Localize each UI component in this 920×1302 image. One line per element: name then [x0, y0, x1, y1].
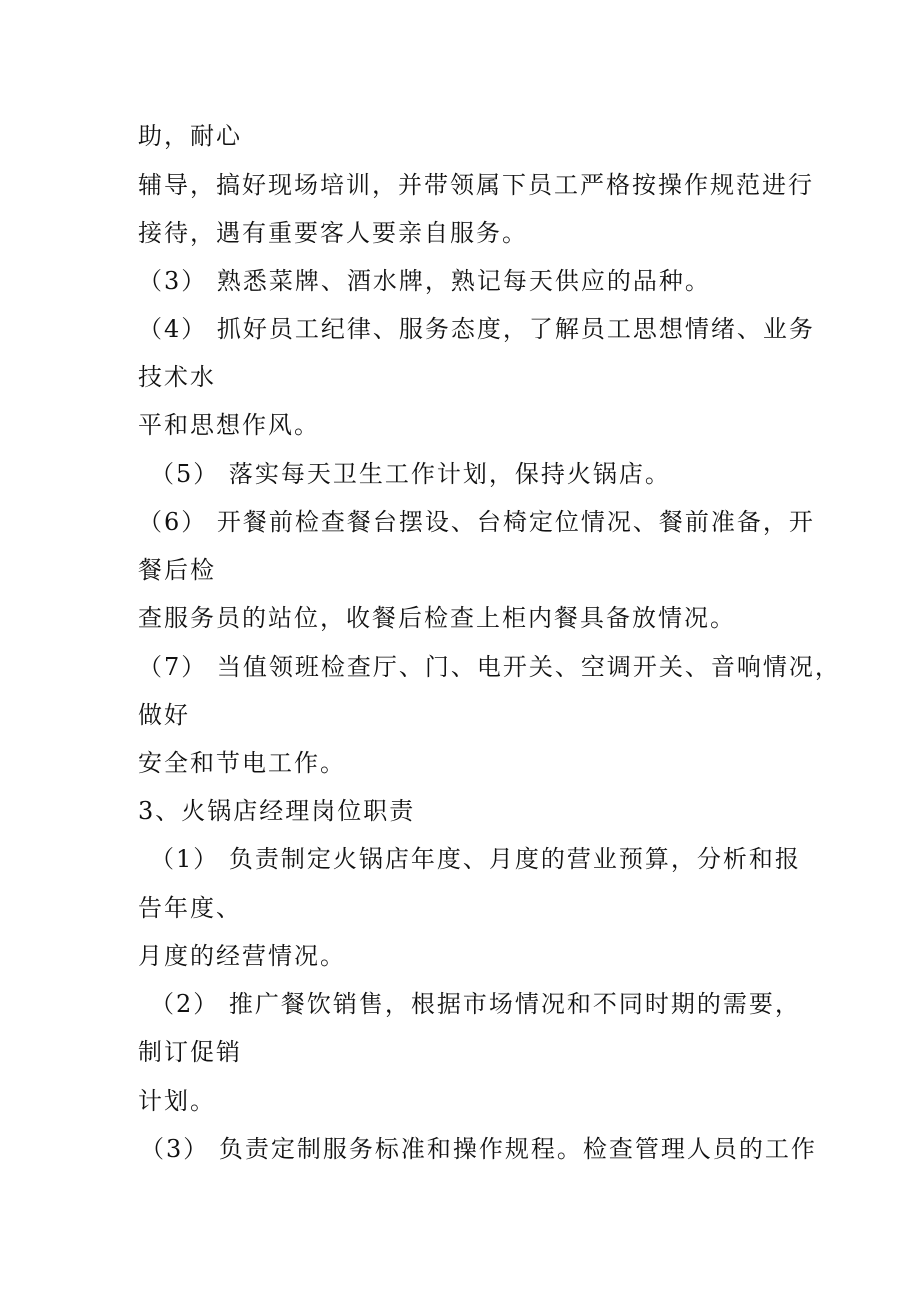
- text-line: （5） 落实每天卫生工作计划，保持火锅店。: [150, 460, 671, 488]
- text-line: 技术水: [138, 363, 216, 391]
- text-line: 接待，遇有重要客人要亲自服务。: [138, 219, 528, 247]
- text-line: 安全和节电工作。: [138, 749, 346, 777]
- text-line: 做好: [138, 701, 190, 729]
- text-line: （3） 熟悉菜牌、酒水牌，熟记每天供应的品种。: [138, 267, 711, 295]
- text-line: （1） 负责制定火锅店年度、月度的营业预算，分析和报: [150, 845, 801, 873]
- text-line: 制订促销: [138, 1038, 242, 1066]
- text-line: 助，耐心: [138, 122, 242, 150]
- text-line: 月度的经营情况。: [138, 942, 346, 970]
- text-line: （3） 负责定制服务标准和操作规程。检查管理人员的工作: [140, 1135, 817, 1163]
- text-line: （7） 当值领班检查厅、门、电开关、空调开关、音响情况，: [138, 653, 841, 681]
- text-line: 平和思想作风。: [138, 411, 320, 439]
- text-line: 辅导，搞好现场培训，并带领属下员工严格按操作规范进行: [138, 171, 814, 199]
- text-line: 计划。: [138, 1087, 216, 1115]
- text-line: 餐后检: [138, 556, 216, 584]
- text-line: 查服务员的站位，收餐后检查上柜内餐具备放情况。: [138, 604, 736, 632]
- text-line: 告年度、: [138, 894, 242, 922]
- text-line: （4） 抓好员工纪律、服务态度，了解员工思想情绪、业务: [138, 315, 815, 343]
- section-heading: 3、火锅店经理岗位职责: [138, 797, 416, 825]
- text-line: （2） 推广餐饮销售，根据市场情况和不同时期的需要，: [150, 990, 801, 1018]
- text-line: （6） 开餐前检查餐台摆设、台椅定位情况、餐前准备，开: [138, 508, 815, 536]
